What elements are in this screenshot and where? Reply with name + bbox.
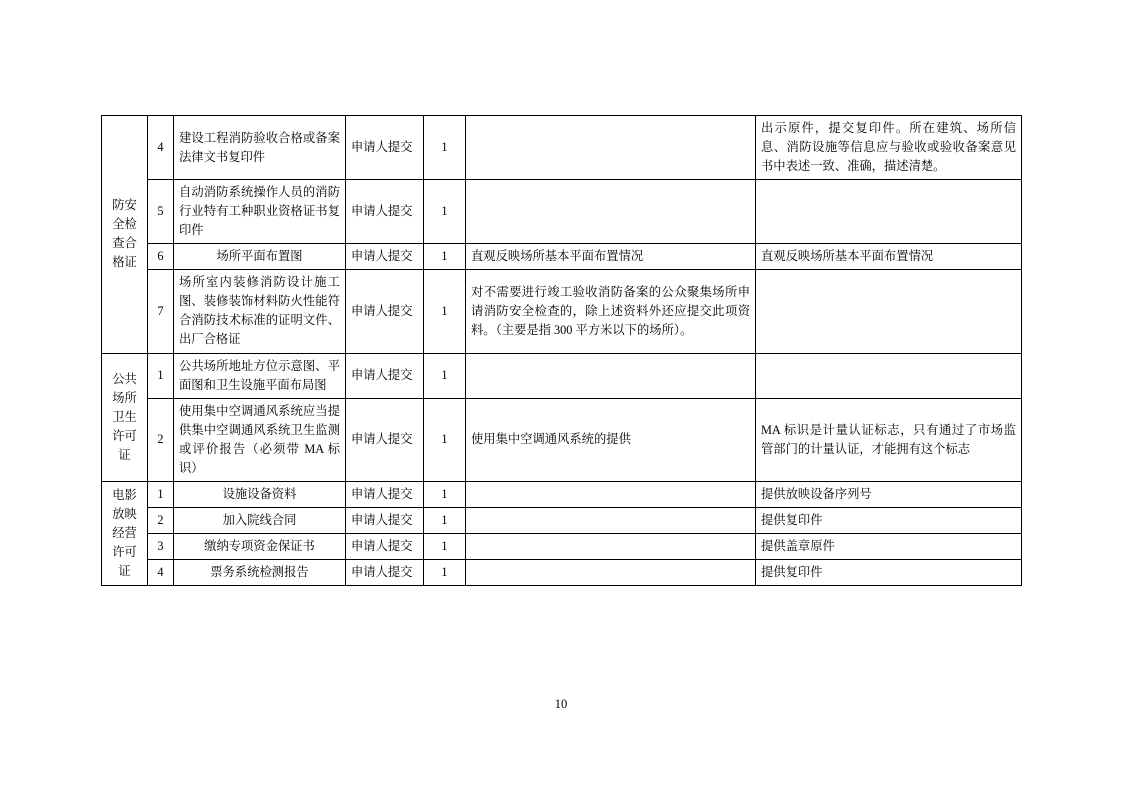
note: 提供盖章原件 bbox=[756, 533, 1022, 559]
row-index: 1 bbox=[148, 353, 174, 398]
submit-method: 申请人提交 bbox=[346, 507, 424, 533]
material-name: 自动消防系统操作人员的消防行业特有工种职业资格证书复印件 bbox=[174, 180, 346, 244]
requirement bbox=[466, 116, 756, 180]
material-name: 使用集中空调通风系统应当提供集中空调通风系统卫生监测或评价报告（必须带 MA 标识） bbox=[174, 398, 346, 481]
row-index: 5 bbox=[148, 180, 174, 244]
submit-method: 申请人提交 bbox=[346, 559, 424, 585]
material-name: 票务系统检测报告 bbox=[174, 559, 346, 585]
requirement: 使用集中空调通风系统的提供 bbox=[466, 398, 756, 481]
quantity: 1 bbox=[424, 533, 466, 559]
submit-method: 申请人提交 bbox=[346, 353, 424, 398]
row-index: 2 bbox=[148, 398, 174, 481]
row-index: 2 bbox=[148, 507, 174, 533]
table-row bbox=[102, 533, 1022, 559]
material-name: 缴纳专项资金保证书 bbox=[174, 533, 346, 559]
submit-method: 申请人提交 bbox=[346, 398, 424, 481]
table-row bbox=[102, 270, 1022, 353]
note: MA 标识是计量认证标志，只有通过了市场监管部门的计量认证，才能拥有这个标志 bbox=[756, 398, 1022, 481]
note: 出示原件，提交复印件。所在建筑、场所信息、消防设施等信息应与验收或验收备案意见书中表述一致、准确，描述清楚。 bbox=[756, 116, 1022, 180]
note bbox=[756, 180, 1022, 244]
quantity: 1 bbox=[424, 398, 466, 481]
table-row bbox=[102, 116, 1022, 180]
submit-method: 申请人提交 bbox=[346, 270, 424, 353]
table-row bbox=[102, 353, 1022, 398]
note bbox=[756, 353, 1022, 398]
requirement bbox=[466, 507, 756, 533]
requirement bbox=[466, 559, 756, 585]
material-name: 公共场所地址方位示意图、平面图和卫生设施平面布局图 bbox=[174, 353, 346, 398]
row-index: 6 bbox=[148, 244, 174, 270]
row-index: 3 bbox=[148, 533, 174, 559]
note: 提供放映设备序列号 bbox=[756, 481, 1022, 507]
note: 直观反映场所基本平面布置情况 bbox=[756, 244, 1022, 270]
material-name: 建设工程消防验收合格或备案法律文书复印件 bbox=[174, 116, 346, 180]
submit-method: 申请人提交 bbox=[346, 244, 424, 270]
row-group-label: 电影放映经营许可证 bbox=[102, 481, 148, 585]
row-index: 4 bbox=[148, 116, 174, 180]
note: 提供复印件 bbox=[756, 507, 1022, 533]
quantity: 1 bbox=[424, 507, 466, 533]
row-index: 7 bbox=[148, 270, 174, 353]
note: 提供复印件 bbox=[756, 559, 1022, 585]
material-name: 设施设备资料 bbox=[174, 481, 346, 507]
submit-method: 申请人提交 bbox=[346, 533, 424, 559]
requirement bbox=[466, 533, 756, 559]
requirement: 直观反映场所基本平面布置情况 bbox=[466, 244, 756, 270]
table-row bbox=[102, 180, 1022, 244]
quantity: 1 bbox=[424, 353, 466, 398]
table-row bbox=[102, 559, 1022, 585]
requirement: 对不需要进行竣工验收消防备案的公众聚集场所申请消防安全检查的，除上述资料外还应提交此项资料。（主要是指 300 平方米以下的场所）。 bbox=[466, 270, 756, 353]
quantity: 1 bbox=[424, 244, 466, 270]
row-index: 1 bbox=[148, 481, 174, 507]
page-number: 10 bbox=[554, 697, 568, 711]
row-group-label: 防安全检查合格证 bbox=[102, 116, 148, 354]
submit-method: 申请人提交 bbox=[346, 481, 424, 507]
requirement bbox=[466, 353, 756, 398]
submit-method: 申请人提交 bbox=[346, 180, 424, 244]
note bbox=[756, 270, 1022, 353]
requirements-table bbox=[101, 115, 1022, 586]
material-name: 场所室内装修消防设计施工图、装修装饰材料防火性能符合消防技术标准的证明文件、出厂合格证 bbox=[174, 270, 346, 353]
row-group-label: 公共场所卫生许可证 bbox=[102, 353, 148, 481]
quantity: 1 bbox=[424, 116, 466, 180]
table-row bbox=[102, 507, 1022, 533]
material-name: 场所平面布置图 bbox=[174, 244, 346, 270]
quantity: 1 bbox=[424, 559, 466, 585]
row-index: 4 bbox=[148, 559, 174, 585]
quantity: 1 bbox=[424, 481, 466, 507]
requirement bbox=[466, 481, 756, 507]
material-name: 加入院线合同 bbox=[174, 507, 346, 533]
table-body bbox=[102, 116, 1022, 586]
table-row bbox=[102, 481, 1022, 507]
table-row bbox=[102, 398, 1022, 481]
submit-method: 申请人提交 bbox=[346, 116, 424, 180]
quantity: 1 bbox=[424, 180, 466, 244]
table-row bbox=[102, 244, 1022, 270]
quantity: 1 bbox=[424, 270, 466, 353]
requirement bbox=[466, 180, 756, 244]
